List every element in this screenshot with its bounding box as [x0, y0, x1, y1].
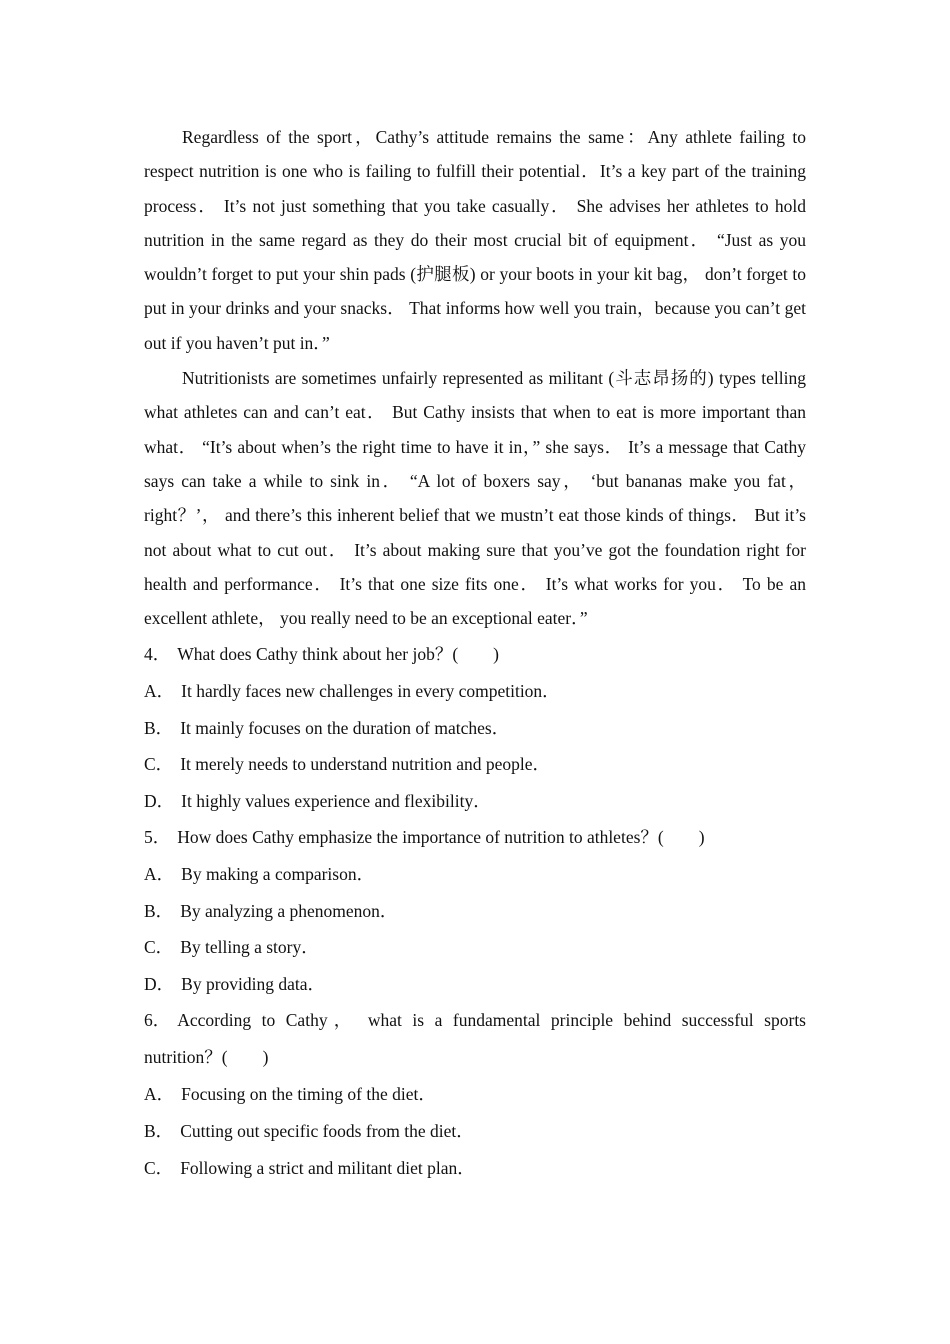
- reading-passage: [144, 120, 806, 635]
- question-number: 4．: [144, 644, 171, 665]
- option-b[interactable]: [144, 893, 806, 930]
- option-text: Cutting out specific foods from the diet．: [180, 1120, 474, 1141]
- question-stem: [144, 1002, 806, 1076]
- option-letter: C．: [144, 1157, 174, 1178]
- option-letter: B．: [144, 717, 174, 738]
- option-letter: C．: [144, 754, 174, 775]
- question-stem: [144, 819, 806, 856]
- question-text: What does Cathy think about her job？( ): [177, 644, 499, 665]
- option-letter: D．: [144, 973, 175, 994]
- question-6: [144, 1002, 806, 1186]
- option-text: By telling a story．: [180, 937, 319, 958]
- option-a[interactable]: [144, 1076, 806, 1113]
- option-text: By providing data．: [181, 973, 326, 994]
- question-number: 6．: [144, 1010, 171, 1031]
- option-text: Following a strict and militant diet plan．: [180, 1157, 475, 1178]
- option-text: It hardly faces new challenges in every competition．: [181, 681, 560, 702]
- option-d[interactable]: [144, 966, 806, 1003]
- option-text: It highly values experience and flexibility．: [181, 790, 491, 811]
- document-page: [144, 120, 806, 1186]
- option-text: Focusing on the timing of the diet．: [181, 1084, 436, 1105]
- option-d[interactable]: [144, 783, 806, 820]
- option-a[interactable]: [144, 856, 806, 893]
- question-text: According to Cathy， what is a fundamental principle behind successful sports nutrition？( ): [144, 1010, 806, 1068]
- question-number: 5．: [144, 827, 171, 848]
- option-letter: D．: [144, 790, 175, 811]
- question-stem: [144, 636, 806, 673]
- passage-paragraph-2: Nutritionists are sometimes unfairly represented as militant (斗志昂扬的) types telling what athletes can and can’t eat． But Cathy insists that when to eat is more important than what． “It’s about when’s the right time to have it in，” she says． It’s a message that Cathy says can take a while to sink in． “A lot of boxers say， ‘but bananas make you fat，right？’， and there’s this inherent belief that we mustn’t eat those kinds of things． But it’s not about what to cut out． It’s about making sure that you’ve got the foundation right for health and performance． It’s that one size fits one． It’s what works for you． To be an excellent athlete， you really need to be an exceptional eater．”: [144, 368, 806, 629]
- option-letter: B．: [144, 900, 174, 921]
- option-c[interactable]: [144, 746, 806, 783]
- question-text: How does Cathy emphasize the importance of nutrition to athletes？( ): [177, 827, 705, 848]
- option-b[interactable]: [144, 710, 806, 747]
- option-letter: A．: [144, 1084, 175, 1105]
- option-a[interactable]: [144, 673, 806, 710]
- option-letter: A．: [144, 864, 175, 885]
- passage-paragraph-1: Regardless of the sport，Cathy’s attitude remains the same：Any athlete failing to respect nutrition is one who is failing to fulfill their potential．It’s a key part of the training process． It’s not just something that you take casually． She advises her athletes to hold nutrition in the same regard as they do their most crucial bit of equipment． “Just as you wouldn’t forget to put your shin pads (护腿板) or your boots in your kit bag， don’t forget to put in your drinks and your snacks． That informs how well you train，because you can’t get out if you haven’t put in．”: [144, 127, 806, 353]
- option-c[interactable]: [144, 1150, 806, 1187]
- option-b[interactable]: [144, 1113, 806, 1150]
- option-c[interactable]: [144, 929, 806, 966]
- question-4: [144, 636, 806, 819]
- question-5: [144, 819, 806, 1002]
- option-text: It merely needs to understand nutrition and people．: [180, 754, 551, 775]
- option-letter: B．: [144, 1120, 174, 1141]
- option-text: It mainly focuses on the duration of matches．: [180, 717, 510, 738]
- option-text: By analyzing a phenomenon．: [180, 900, 398, 921]
- option-letter: C．: [144, 937, 174, 958]
- option-letter: A．: [144, 681, 175, 702]
- option-text: By making a comparison．: [181, 864, 375, 885]
- question-list: [144, 636, 806, 1186]
